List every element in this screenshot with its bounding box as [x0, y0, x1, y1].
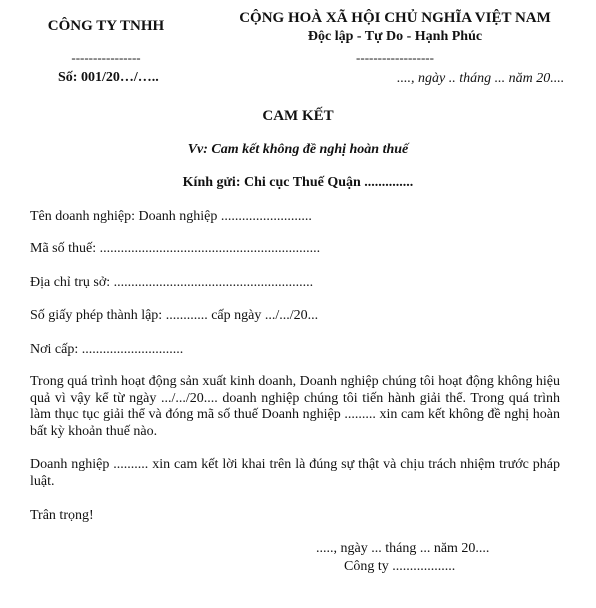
document-title: CAM KẾT: [262, 108, 334, 124]
national-motto: Độc lập - Tự Do - Hạnh Phúc: [307, 29, 483, 44]
field-license: Số giấy phép thành lập: ............ cấp ngày .../.../20...: [30, 308, 319, 323]
declaration-paragraph: Doanh nghiệp .......... xin cam kết lời khai trên là đúng sự thật và chịu trách nhiệm trước pháp luật.: [30, 457, 560, 489]
company-rule: ----------------: [71, 50, 141, 65]
document-number: Số: 001/20…/…..: [58, 70, 159, 85]
field-tax-code: Mã số thuế: ...............................................................: [30, 241, 321, 256]
place-date-line: ...., ngày .. tháng ... năm 20....: [397, 71, 565, 86]
signature-date: ....., ngày ... tháng ... năm 20....: [316, 541, 490, 556]
field-issued-by: Nơi cấp: .............................: [30, 342, 184, 357]
country-title: CỘNG HOÀ XÃ HỘI CHỦ NGHĨA VIỆT NAM: [239, 10, 551, 26]
field-enterprise-name: Tên doanh nghiệp: Doanh nghiệp ..........................: [30, 209, 312, 224]
commitment-paragraph: Trong quá trình hoạt động sản xuất kinh doanh, Doanh nghiệp chúng tôi hoạt động không hiệu quả vì vậy kể từ ngày .../.../20.... doanh nghiệp chúng tôi tiến hành giải thể. Trong quá trình làm thục tục giải thể và đóng mã số thuế Doanh nghiệp ......... xin cam kết không đề nghị hoàn bất kỳ khoản thuế nào.: [30, 374, 560, 439]
company-name: CÔNG TY TNHH: [47, 18, 165, 34]
regards-line: Trân trọng!: [30, 508, 94, 523]
signature-company: Công ty ..................: [344, 559, 456, 574]
document-subject: Vv: Cam kết không đề nghị hoàn thuế: [187, 142, 409, 157]
recipient-line: Kính gửi: Chi cục Thuế Quận ..............: [182, 175, 414, 190]
field-head-office: Địa chỉ trụ sở: .........................................................: [30, 275, 314, 290]
motto-rule: ------------------: [356, 50, 434, 65]
